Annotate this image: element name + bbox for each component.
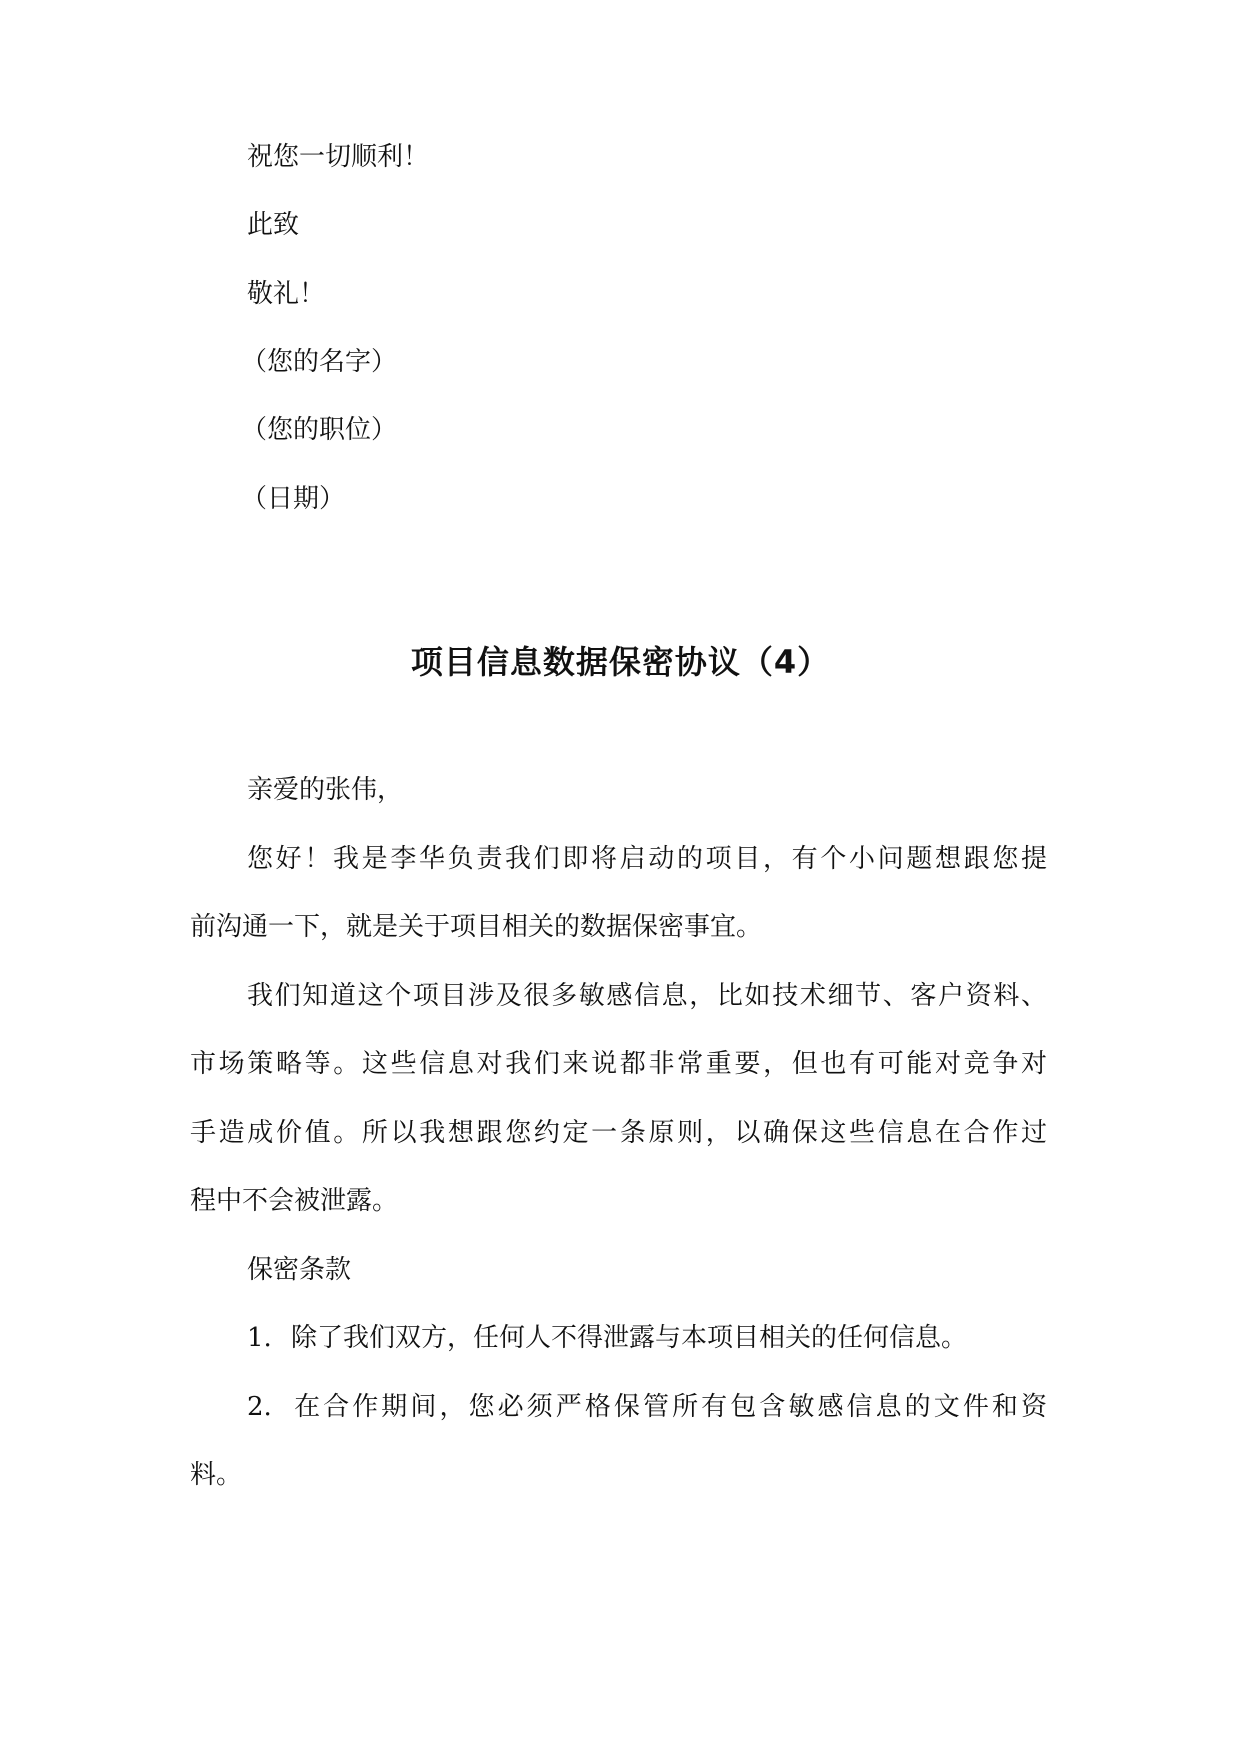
body-paragraph-line-4: 程中不会被泄露。	[190, 1186, 399, 1216]
agreement-greeting: 亲爱的张伟，	[247, 775, 404, 805]
clause-item	[247, 1390, 1047, 1424]
clause-number: 1.	[247, 1323, 272, 1353]
signature-name-placeholder: （您的名字）	[241, 347, 398, 377]
body-paragraph-line-3: 手造成价值。所以我想跟您约定一条原则，以确保这些信息在合作过	[190, 1118, 1047, 1148]
intro-paragraph-line-2: 前沟通一下，就是关于项目相关的数据保密事宜。	[190, 912, 763, 942]
body-paragraph-line-2: 市场策略等。这些信息对我们来说都非常重要，但也有可能对竞争对	[190, 1049, 1047, 1079]
closing-salutation-2: 敬礼！	[247, 279, 326, 309]
clauses-heading: 保密条款	[247, 1255, 352, 1285]
closing-salutation-1: 此致	[247, 210, 300, 240]
body-paragraph-line-1: 我们知道这个项目涉及很多敏感信息，比如技术细节、客户资料、	[247, 981, 1047, 1011]
clause-text-continuation: 料。	[190, 1460, 243, 1490]
agreement-title: 项目信息数据保密协议（4）	[410, 643, 831, 681]
clause-text: 在合作期间，您必须严格保管所有包含敏感信息的文件和资	[291, 1392, 1047, 1422]
clause-number: 2.	[247, 1392, 272, 1422]
signature-date-placeholder: （日期）	[241, 484, 346, 514]
clause-item	[247, 1321, 967, 1355]
closing-wish: 祝您一切顺利！	[247, 142, 430, 172]
clause-text: 除了我们双方，任何人不得泄露与本项目相关的任何信息。	[291, 1323, 968, 1353]
intro-paragraph-line-1: 您好！我是李华负责我们即将启动的项目，有个小问题想跟您提	[247, 844, 1047, 874]
signature-position-placeholder: （您的职位）	[241, 415, 398, 445]
